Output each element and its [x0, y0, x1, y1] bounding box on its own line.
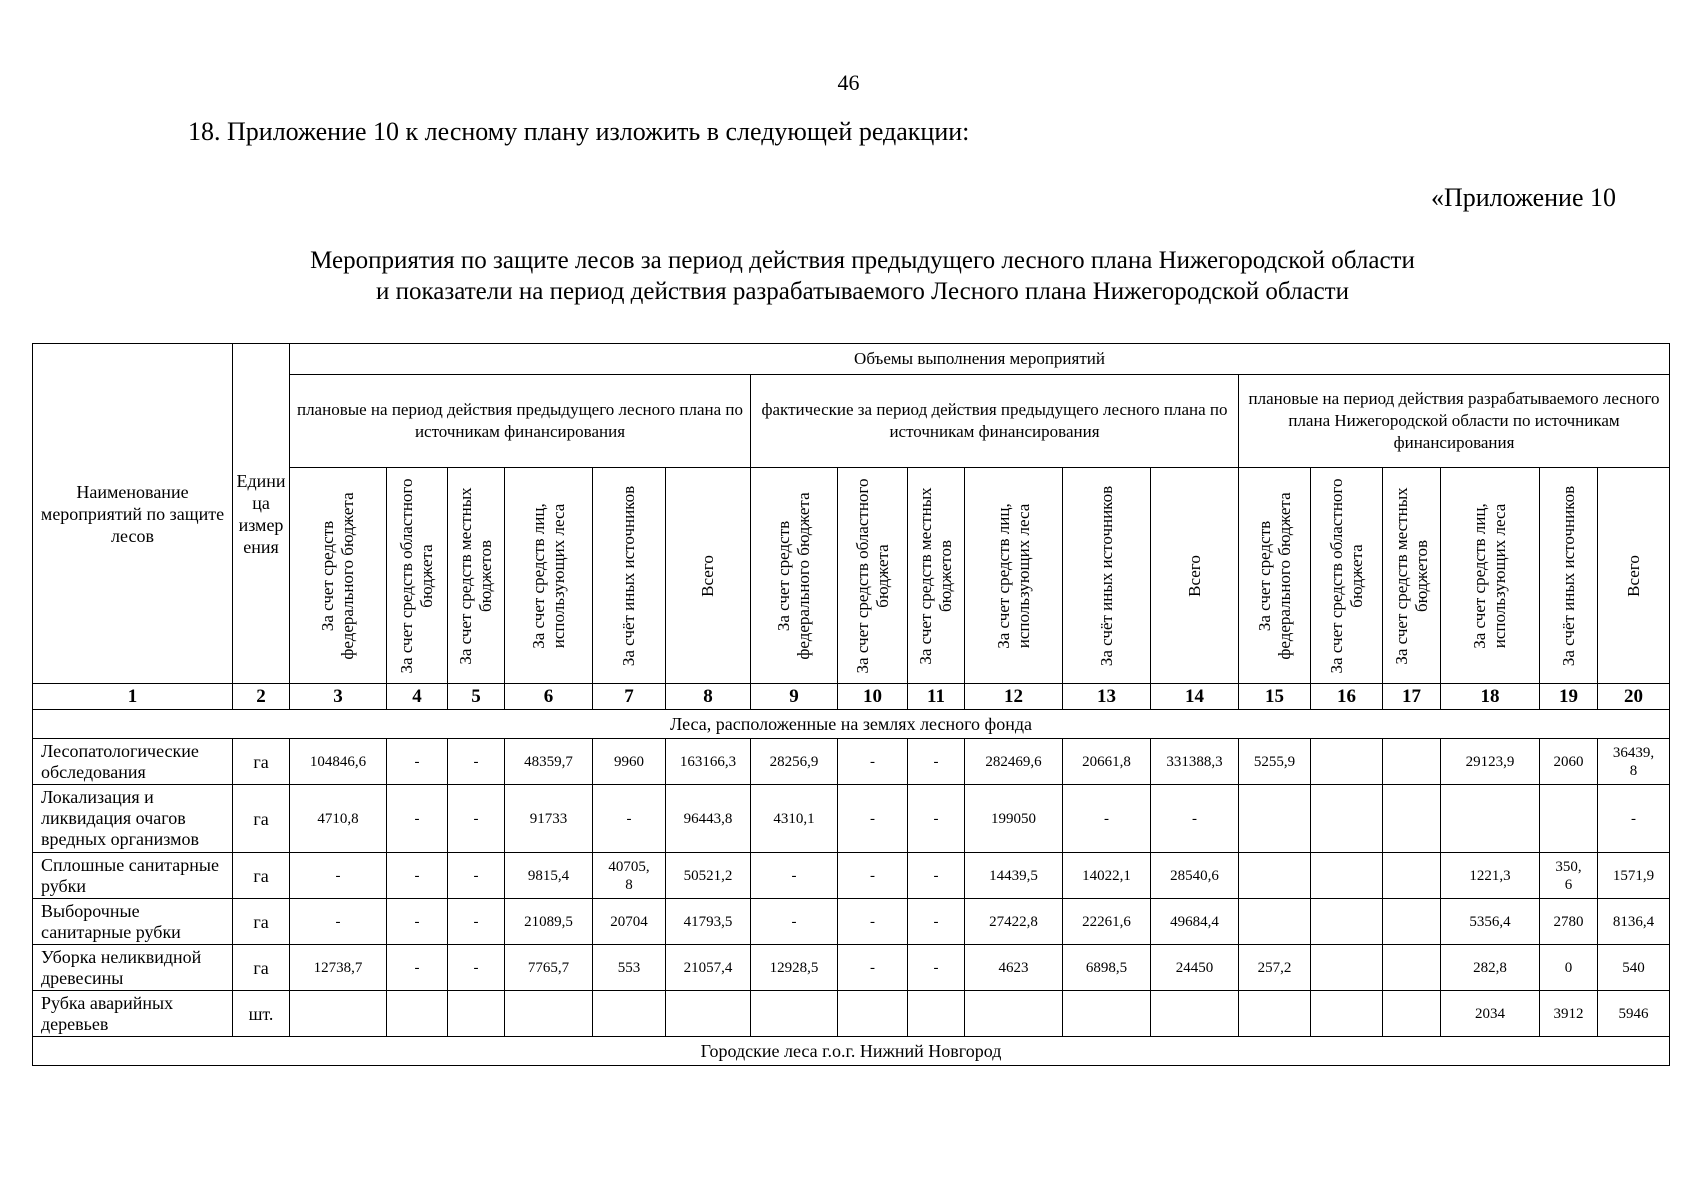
value-cell — [290, 991, 387, 1037]
subheader-label: За счет средств областного бюджета — [397, 478, 436, 673]
value-cell: - — [448, 739, 505, 785]
subheader-cell — [290, 468, 387, 684]
column-number: 8 — [666, 684, 751, 710]
table-row — [33, 853, 1670, 899]
value-cell: 1571,9 — [1598, 853, 1670, 899]
value-cell: 24450 — [1151, 945, 1239, 991]
subheader-label: За счет средств лиц, использующих леса — [528, 502, 568, 649]
value-cell: - — [1151, 785, 1239, 853]
value-cell — [448, 991, 505, 1037]
value-cell: - — [387, 853, 448, 899]
value-cell: 104846,6 — [290, 739, 387, 785]
value-cell: - — [448, 945, 505, 991]
subheader-label: За счёт иных источников — [1558, 485, 1578, 666]
value-cell: 14439,5 — [965, 853, 1063, 899]
appendix-label: «Приложение 10 — [1430, 183, 1616, 212]
value-cell — [1383, 739, 1441, 785]
value-cell: 3912 — [1540, 991, 1598, 1037]
value-cell: 9960 — [593, 739, 666, 785]
subheader-label: За счет средств лиц, использующих леса — [993, 502, 1033, 649]
value-cell: 350, 6 — [1540, 853, 1598, 899]
value-cell: 40705, 8 — [593, 853, 666, 899]
column-number: 16 — [1311, 684, 1383, 710]
value-cell — [1311, 853, 1383, 899]
value-cell: 5946 — [1598, 991, 1670, 1037]
value-cell: 41793,5 — [666, 899, 751, 945]
value-cell: 2034 — [1441, 991, 1540, 1037]
activity-name: Выборочные санитарные рубки — [33, 899, 233, 945]
subheader-cell — [505, 468, 593, 684]
value-cell — [1063, 991, 1151, 1037]
value-cell: - — [838, 785, 908, 853]
column-number: 15 — [1239, 684, 1311, 710]
value-cell — [1441, 785, 1540, 853]
value-cell: 27422,8 — [965, 899, 1063, 945]
value-cell: 5255,9 — [1239, 739, 1311, 785]
table-row — [33, 899, 1670, 945]
header-unit: Едини ца измер ения — [233, 344, 290, 684]
subheader-cell — [1441, 468, 1540, 684]
value-cell — [1239, 785, 1311, 853]
subheader-label: За счёт иных источников — [1096, 485, 1116, 666]
column-number: 2 — [233, 684, 290, 710]
value-cell: - — [838, 853, 908, 899]
subheader-label: За счет средств федерального бюджета — [318, 491, 357, 660]
section-forest-fund: Леса, расположенные на землях лесного фонда — [33, 710, 1670, 739]
header-group-planned-new: плановые на период действия разрабатываемого лесного плана Нижегородской области по источникам финансирования — [1239, 375, 1670, 468]
subheader-label: Всего — [1623, 554, 1643, 597]
column-number: 10 — [838, 684, 908, 710]
value-cell: - — [1598, 785, 1670, 853]
value-cell: - — [387, 945, 448, 991]
value-cell — [1383, 991, 1441, 1037]
column-number: 18 — [1441, 684, 1540, 710]
value-cell: 28256,9 — [751, 739, 838, 785]
column-number: 20 — [1598, 684, 1670, 710]
column-number: 3 — [290, 684, 387, 710]
column-number: 5 — [448, 684, 505, 710]
table-row — [33, 785, 1670, 853]
subheader-cell — [965, 468, 1063, 684]
activity-name: Лесопатологические обследования — [33, 739, 233, 785]
value-cell: - — [290, 853, 387, 899]
subheader-label: За счет средств местных бюджетов — [1391, 486, 1431, 665]
header-group-planned-previous: плановые на период действия предыдущего лесного плана по источникам финансирования — [290, 375, 751, 468]
unit-cell: га — [233, 853, 290, 899]
header-volumes: Объемы выполнения мероприятий — [290, 344, 1670, 375]
value-cell — [593, 991, 666, 1037]
value-cell: 282469,6 — [965, 739, 1063, 785]
activity-name: Уборка неликвидной древесины — [33, 945, 233, 991]
value-cell: 91733 — [505, 785, 593, 853]
subheader-cell — [1540, 468, 1598, 684]
column-number: 13 — [1063, 684, 1151, 710]
unit-cell: га — [233, 945, 290, 991]
value-cell: 50521,2 — [666, 853, 751, 899]
subheader-cell — [387, 468, 448, 684]
subheader-cell — [593, 468, 666, 684]
subheader-cell — [838, 468, 908, 684]
value-cell: 1221,3 — [1441, 853, 1540, 899]
value-cell — [1311, 785, 1383, 853]
value-cell — [965, 991, 1063, 1037]
value-cell — [505, 991, 593, 1037]
value-cell: 96443,8 — [666, 785, 751, 853]
header-activity-name: Наименование мероприятий по защите лесов — [33, 344, 233, 684]
value-cell: 5356,4 — [1441, 899, 1540, 945]
value-cell: 14022,1 — [1063, 853, 1151, 899]
value-cell: - — [448, 853, 505, 899]
section-city-forests: Городские леса г.о.г. Нижний Новгород — [33, 1037, 1670, 1066]
value-cell: 331388,3 — [1151, 739, 1239, 785]
value-cell — [1383, 945, 1441, 991]
subheader-cell — [1151, 468, 1239, 684]
value-cell: - — [751, 853, 838, 899]
value-cell: 9815,4 — [505, 853, 593, 899]
value-cell: - — [290, 899, 387, 945]
value-cell — [908, 991, 965, 1037]
subheader-label: За счет средств областного бюджета — [1326, 478, 1366, 673]
value-cell: 28540,6 — [1151, 853, 1239, 899]
value-cell — [387, 991, 448, 1037]
value-cell: 12738,7 — [290, 945, 387, 991]
value-cell — [1239, 853, 1311, 899]
value-cell — [1239, 899, 1311, 945]
value-cell — [666, 991, 751, 1037]
subheader-cell — [1311, 468, 1383, 684]
value-cell: - — [908, 739, 965, 785]
subheader-cell — [448, 468, 505, 684]
header-group-actual-previous: фактические за период действия предыдущего лесного плана по источникам финансирования — [751, 375, 1239, 468]
table-row — [33, 739, 1670, 785]
value-cell — [1383, 899, 1441, 945]
value-cell: - — [751, 899, 838, 945]
value-cell — [838, 991, 908, 1037]
column-number: 6 — [505, 684, 593, 710]
value-cell: - — [908, 785, 965, 853]
column-number: 17 — [1383, 684, 1441, 710]
value-cell — [1239, 991, 1311, 1037]
subheader-cell — [751, 468, 838, 684]
column-number: 9 — [751, 684, 838, 710]
value-cell: 540 — [1598, 945, 1670, 991]
value-cell: 20661,8 — [1063, 739, 1151, 785]
document-title — [0, 245, 1697, 307]
subheader-label: За счет средств местных бюджетов — [916, 486, 955, 665]
value-cell — [1383, 853, 1441, 899]
subheader-label: За счёт иных источников — [619, 485, 638, 666]
value-cell: 7765,7 — [505, 945, 593, 991]
activity-name: Локализация и ликвидация очагов вредных организмов — [33, 785, 233, 853]
forest-protection-table — [32, 343, 1670, 1066]
value-cell — [1311, 739, 1383, 785]
value-cell — [1151, 991, 1239, 1037]
value-cell — [1311, 991, 1383, 1037]
activity-name: Сплошные санитарные рубки — [33, 853, 233, 899]
subheader-label: Всего — [1184, 554, 1204, 597]
subheader-label: За счет средств федерального бюджета — [1254, 491, 1294, 660]
table-row — [33, 991, 1670, 1037]
column-number: 7 — [593, 684, 666, 710]
subheader-cell — [1063, 468, 1151, 684]
unit-cell: шт. — [233, 991, 290, 1037]
value-cell: 20704 — [593, 899, 666, 945]
value-cell — [1540, 785, 1598, 853]
value-cell — [1311, 945, 1383, 991]
column-number: 19 — [1540, 684, 1598, 710]
subheader-label: За счет средств областного бюджета — [852, 478, 892, 673]
value-cell — [751, 991, 838, 1037]
value-cell: - — [448, 785, 505, 853]
value-cell: 0 — [1540, 945, 1598, 991]
column-number: 4 — [387, 684, 448, 710]
subheader-label: За счет средств местных бюджетов — [456, 486, 495, 665]
subheader-label: За счет средств лиц, использующих леса — [1470, 502, 1509, 649]
value-cell: 199050 — [965, 785, 1063, 853]
value-cell: 22261,6 — [1063, 899, 1151, 945]
page-number: 46 — [837, 70, 860, 95]
subheader-cell — [1383, 468, 1441, 684]
subheader-label: Всего — [698, 554, 717, 597]
value-cell — [1311, 899, 1383, 945]
value-cell: 4710,8 — [290, 785, 387, 853]
value-cell: - — [593, 785, 666, 853]
value-cell: - — [908, 853, 965, 899]
subheader-label: За счет средств федерального бюджета — [774, 491, 813, 660]
value-cell: 21057,4 — [666, 945, 751, 991]
activity-name: Рубка аварийных деревьев — [33, 991, 233, 1037]
value-cell: 4623 — [965, 945, 1063, 991]
value-cell: 163166,3 — [666, 739, 751, 785]
subheader-cell — [908, 468, 965, 684]
value-cell: - — [1063, 785, 1151, 853]
value-cell: - — [908, 899, 965, 945]
title-line-2: и показатели на период действия разрабатываемого Лесного плана Нижегородской области — [376, 278, 1349, 305]
value-cell: - — [387, 785, 448, 853]
amendment-heading: 18. Приложение 10 к лесному плану изложить в следующей редакции: — [188, 117, 970, 146]
value-cell: - — [387, 739, 448, 785]
value-cell: 2060 — [1540, 739, 1598, 785]
value-cell: - — [448, 899, 505, 945]
value-cell — [1383, 785, 1441, 853]
value-cell: - — [838, 899, 908, 945]
column-number: 11 — [908, 684, 965, 710]
column-number: 12 — [965, 684, 1063, 710]
value-cell: - — [838, 739, 908, 785]
column-number: 14 — [1151, 684, 1239, 710]
value-cell: 21089,5 — [505, 899, 593, 945]
table-row — [33, 945, 1670, 991]
value-cell: 12928,5 — [751, 945, 838, 991]
title-line-1: Мероприятия по защите лесов за период действия предыдущего лесного плана Нижегородской области — [310, 247, 1415, 274]
column-number: 1 — [33, 684, 233, 710]
value-cell: - — [387, 899, 448, 945]
value-cell: 6898,5 — [1063, 945, 1151, 991]
unit-cell: га — [233, 899, 290, 945]
subheader-cell — [1598, 468, 1670, 684]
value-cell: 36439, 8 — [1598, 739, 1670, 785]
unit-cell: га — [233, 739, 290, 785]
value-cell: 49684,4 — [1151, 899, 1239, 945]
value-cell: 553 — [593, 945, 666, 991]
value-cell: - — [908, 945, 965, 991]
subheader-cell — [1239, 468, 1311, 684]
value-cell: - — [838, 945, 908, 991]
value-cell: 8136,4 — [1598, 899, 1670, 945]
unit-cell: га — [233, 785, 290, 853]
value-cell: 29123,9 — [1441, 739, 1540, 785]
value-cell: 48359,7 — [505, 739, 593, 785]
value-cell: 282,8 — [1441, 945, 1540, 991]
subheader-cell — [666, 468, 751, 684]
value-cell: 257,2 — [1239, 945, 1311, 991]
value-cell: 2780 — [1540, 899, 1598, 945]
value-cell: 4310,1 — [751, 785, 838, 853]
